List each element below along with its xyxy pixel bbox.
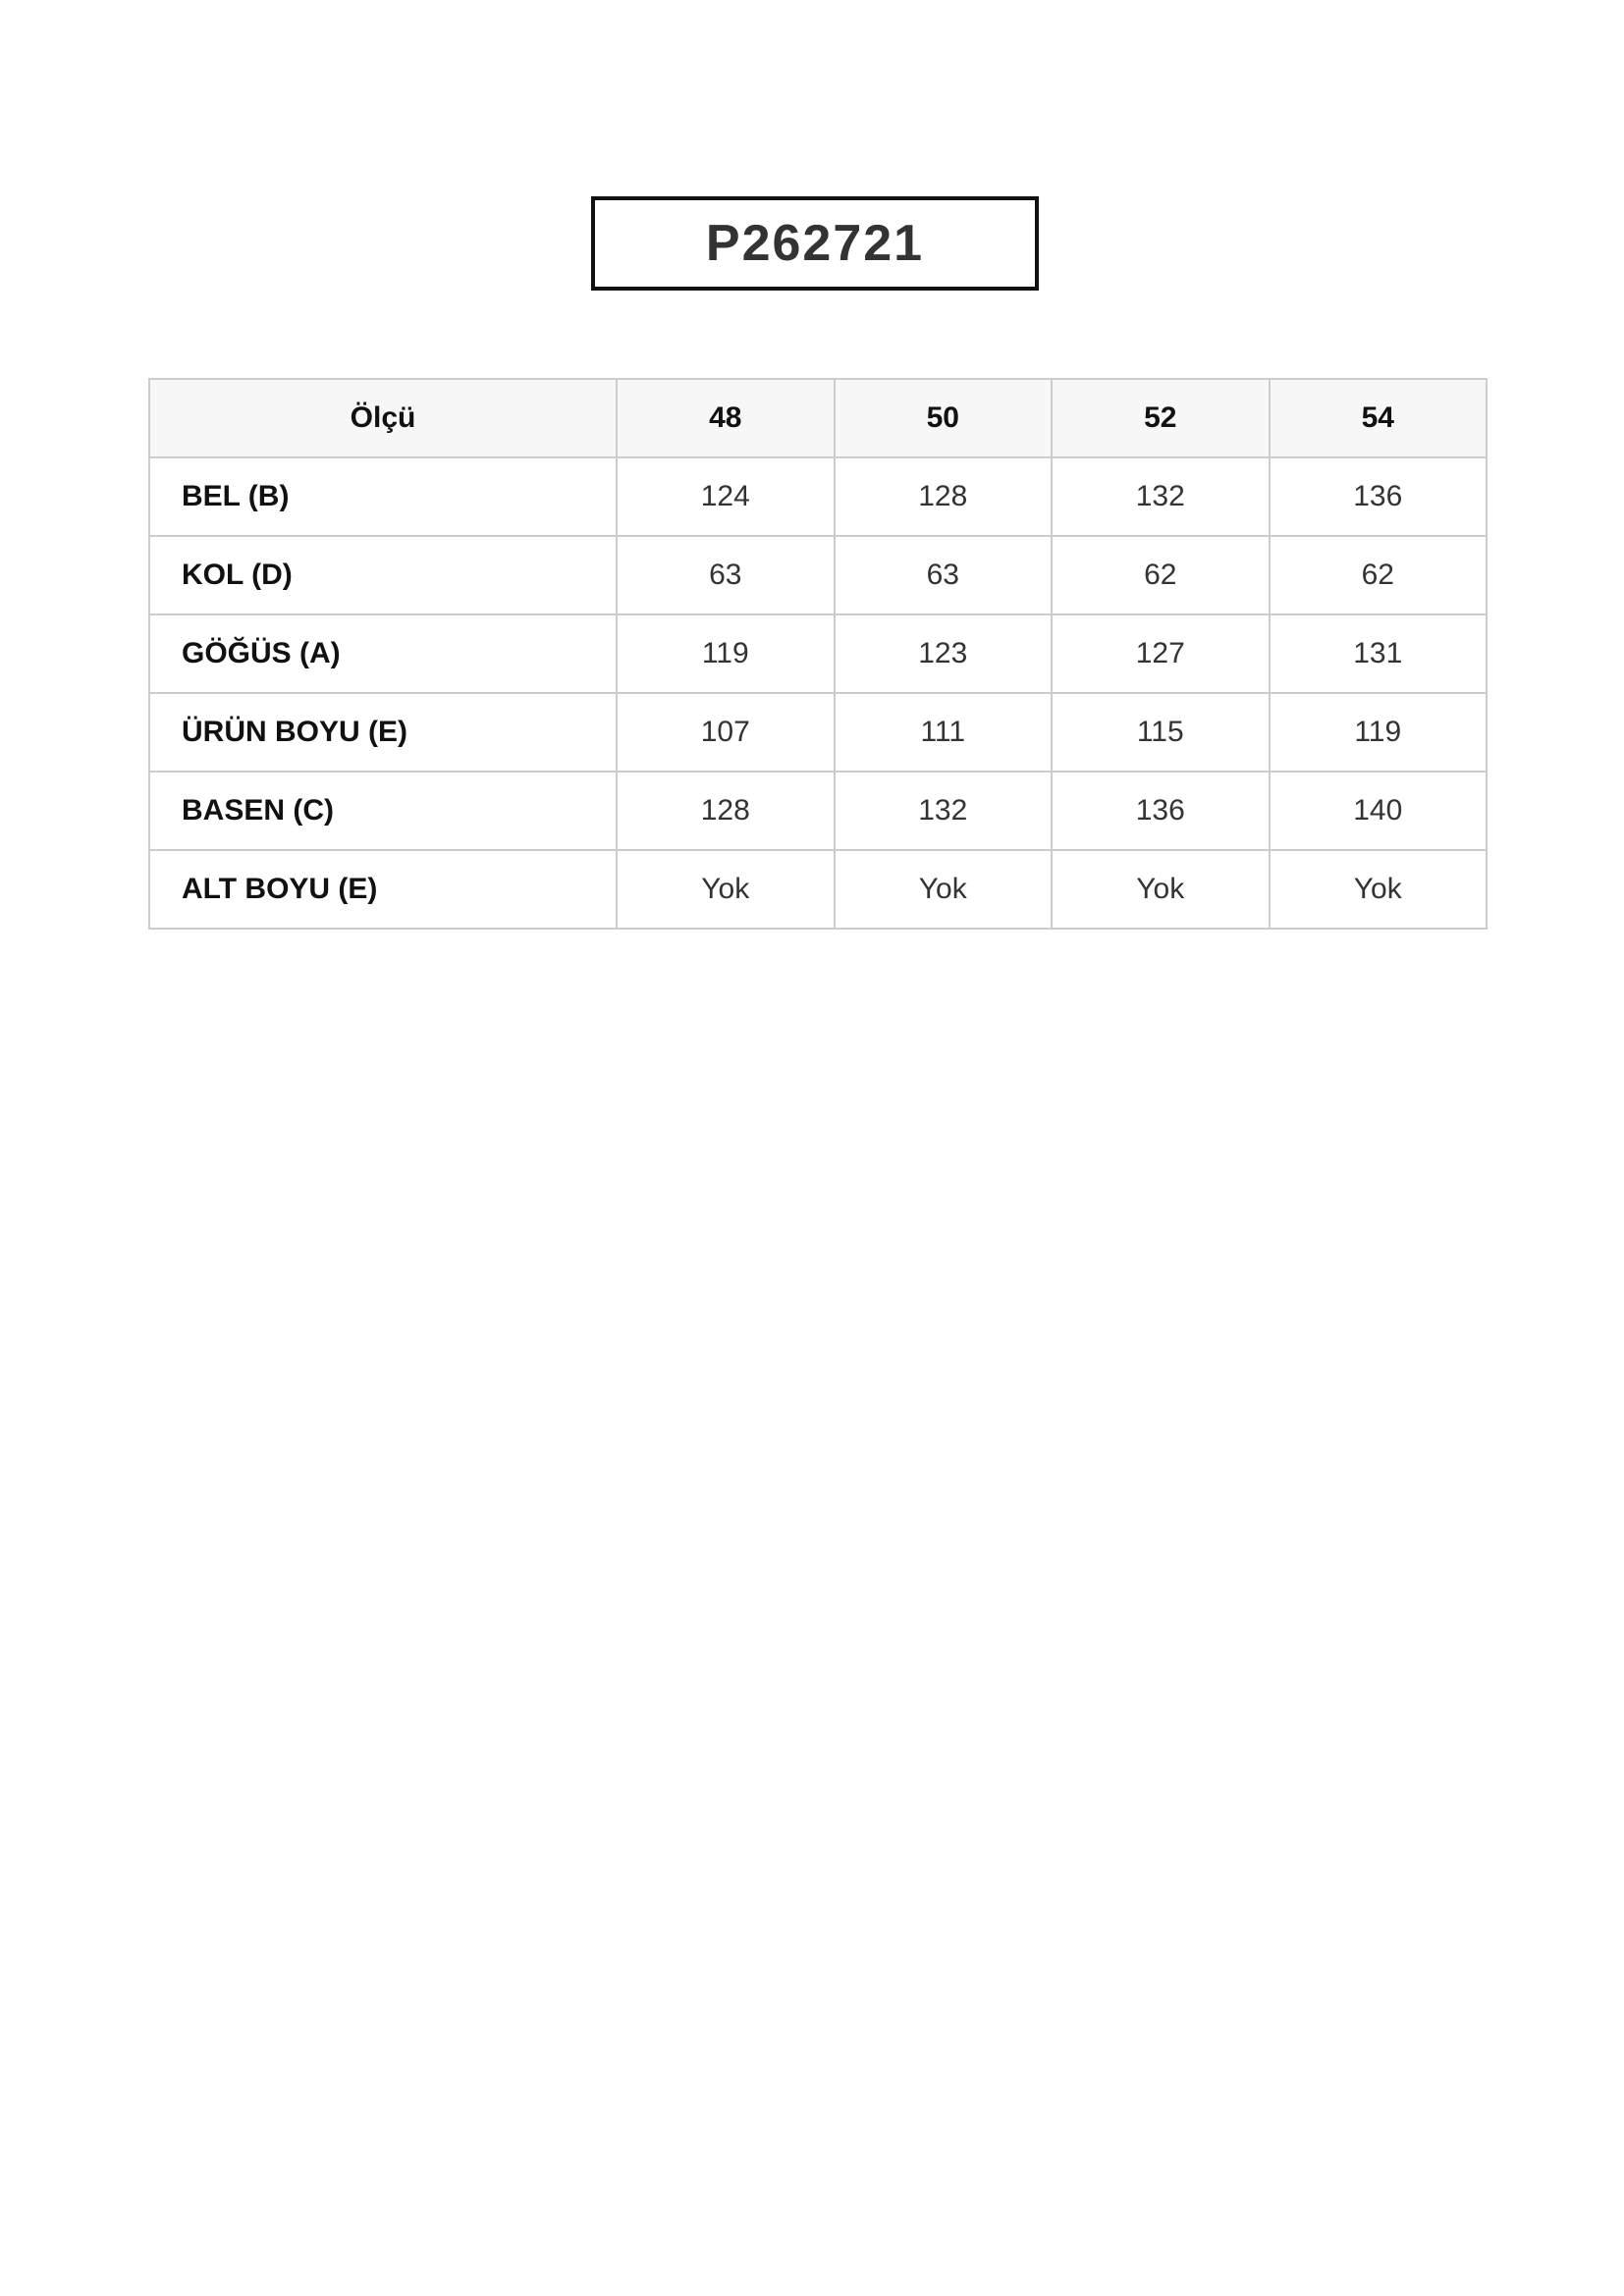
table-cell: 132 [1052, 457, 1270, 536]
table-cell: 107 [617, 693, 835, 772]
table-cell: 62 [1052, 536, 1270, 614]
row-label: BEL (B) [149, 457, 617, 536]
table-cell: 128 [835, 457, 1053, 536]
table-cell: 119 [1270, 693, 1488, 772]
table-row [149, 614, 1487, 693]
table-cell: 119 [617, 614, 835, 693]
row-label: ÜRÜN BOYU (E) [149, 693, 617, 772]
table-cell: 115 [1052, 693, 1270, 772]
table-cell: 127 [1052, 614, 1270, 693]
table-cell: 124 [617, 457, 835, 536]
table-row [149, 536, 1487, 614]
table-cell: Yok [617, 850, 835, 929]
product-code-title: P262721 [591, 196, 1039, 291]
table-row [149, 693, 1487, 772]
table-cell: Yok [1052, 850, 1270, 929]
row-label: GÖĞÜS (A) [149, 614, 617, 693]
table-row [149, 457, 1487, 536]
size-chart-table [148, 378, 1488, 930]
header-size-50: 50 [835, 379, 1053, 457]
table-cell: Yok [835, 850, 1053, 929]
table-row [149, 850, 1487, 929]
table-cell: Yok [1270, 850, 1488, 929]
header-measure: Ölçü [149, 379, 617, 457]
table-row [149, 772, 1487, 850]
table-cell: 128 [617, 772, 835, 850]
table-cell: 63 [617, 536, 835, 614]
table-cell: 63 [835, 536, 1053, 614]
table-cell: 62 [1270, 536, 1488, 614]
table-header-row [149, 379, 1487, 457]
header-size-54: 54 [1270, 379, 1488, 457]
table-cell: 131 [1270, 614, 1488, 693]
header-size-48: 48 [617, 379, 835, 457]
row-label: BASEN (C) [149, 772, 617, 850]
table-cell: 111 [835, 693, 1053, 772]
table-cell: 132 [835, 772, 1053, 850]
table-cell: 123 [835, 614, 1053, 693]
row-label: ALT BOYU (E) [149, 850, 617, 929]
header-size-52: 52 [1052, 379, 1270, 457]
table-cell: 140 [1270, 772, 1488, 850]
table-cell: 136 [1270, 457, 1488, 536]
row-label: KOL (D) [149, 536, 617, 614]
table-cell: 136 [1052, 772, 1270, 850]
